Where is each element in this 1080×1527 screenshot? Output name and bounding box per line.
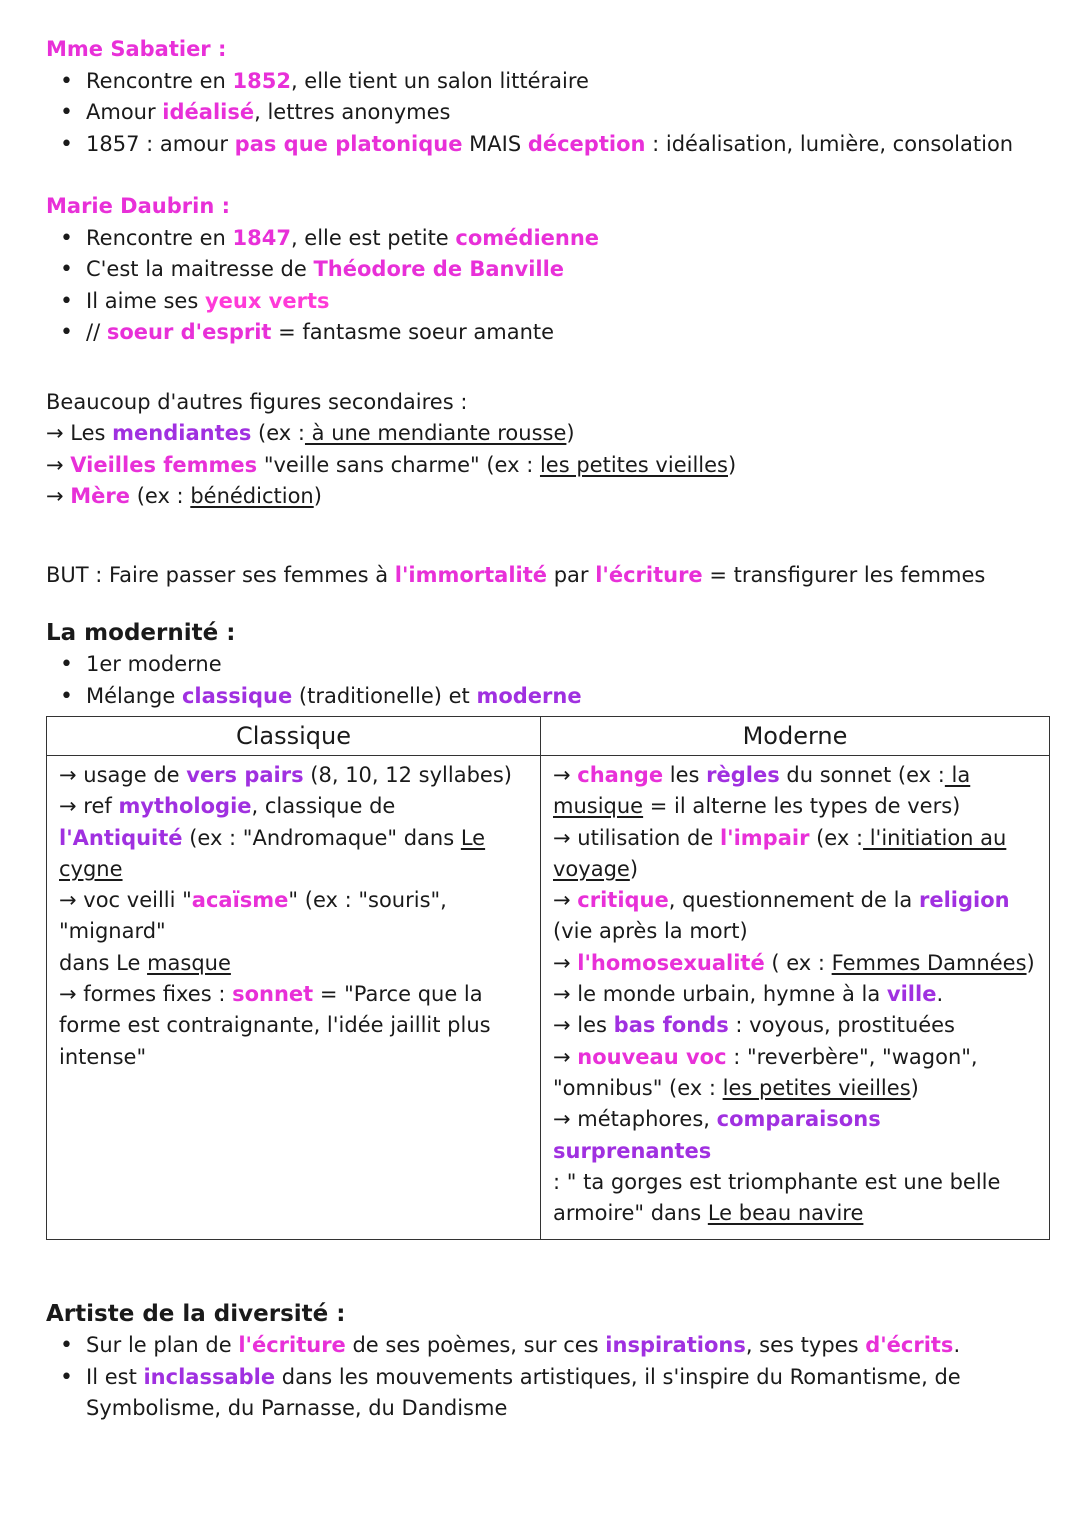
text: → [553,950,578,975]
text: , elle tient un salon littéraire [290,68,589,93]
cell-line: forme est contraignante, l'idée jaillit plus [59,1013,491,1038]
text: ) [1026,950,1035,975]
cell-line [553,760,1039,791]
text: , ses types [745,1333,866,1358]
sabatier-list [46,66,1050,161]
text: → [46,484,71,508]
text: → ref [59,794,119,819]
highlight: règles [706,763,780,787]
text: armoire" dans [553,1201,708,1226]
highlight: moderne [476,683,582,708]
highlight: 1852 [232,68,291,93]
poem-title: Femmes Damnées [831,950,1027,975]
text: du sonnet (ex : [779,763,945,787]
cell-line [553,1198,1039,1229]
text: → métaphores, [553,1107,717,1132]
highlight: mythologie [118,794,252,819]
cell-line [59,885,530,948]
secondaires-line [46,418,1050,450]
highlight: vers pairs [186,763,304,787]
comparison-table [46,716,1050,1240]
text: Il aime ses [86,288,205,313]
poem-title: à une mendiante rousse [304,421,567,445]
cell-line [59,760,530,791]
highlight: classique [181,683,293,708]
cell-line [553,979,1039,1010]
text: , elle est petite [290,225,456,250]
section-title-daubrin: Marie Daubrin : [46,194,230,218]
highlight: inspirations [605,1333,746,1358]
table-row [47,756,1050,1240]
text: . [936,982,944,1007]
highlight: déception [527,131,646,156]
cell-line [553,854,1039,885]
text: (ex : "Andromaque" dans [182,825,461,850]
text: (ex : [809,825,864,850]
poem-title: Le beau navire [707,1201,864,1226]
text: Mélange [86,683,182,708]
highlight: comédienne [455,225,600,250]
cell-classique [47,756,541,1240]
highlight: religion [918,888,1010,913]
daubrin-list [46,223,1050,349]
cell-line [553,823,1039,854]
text: ) [910,1075,919,1100]
highlight: 1847 [232,225,291,250]
highlight: Théodore de Banville [313,257,565,281]
highlight: sonnet [232,982,314,1007]
text: → usage de [59,763,187,787]
highlight: l'impair [719,825,810,850]
text: → Les [46,421,113,445]
poem-title: la [944,763,971,787]
section-title-modernite: La modernité : [46,620,236,646]
highlight: inclassable [143,1364,276,1389]
text: ) [313,484,322,508]
text: ) [566,421,575,445]
list-item [86,97,1050,129]
list-item [86,66,1050,98]
highlight: change [577,763,664,787]
cell-line [553,948,1039,979]
text: ) [629,856,639,881]
cell-line: (vie après la mort) [553,919,748,944]
text: les [663,763,707,787]
highlight: mendiantes [112,421,252,445]
cell-line: intense" [59,1044,147,1069]
highlight: ville [886,982,937,1007]
highlight: l'Antiquité [59,825,183,850]
text: ( ex : [764,950,832,975]
highlight: d'écrits [865,1333,954,1358]
list-item [86,1330,1050,1362]
highlight: l'écriture [595,562,703,587]
document-page [46,34,1050,1425]
text: (ex : [251,421,305,445]
text: (ex : [130,484,191,508]
text: Rencontre en [86,225,233,250]
highlight: bas fonds [613,1013,729,1038]
list-item [86,129,1050,161]
text: " (ex : "souris", "mignard" [59,888,447,944]
text: : idéalisation, lumière, consolation [645,131,1014,156]
highlight: l'homosexualité [577,950,765,975]
list-item: • 1er moderne [86,649,1050,681]
table-header-row [47,717,1050,756]
poem-title: bénédiction [190,484,314,508]
poem-title: les petites vieilles [722,1075,911,1100]
highlight: pas que platonique [234,131,463,156]
cell-line [553,791,1039,822]
list-item [86,286,1050,318]
cell-line [59,854,530,885]
poem-title: les petites vieilles [539,452,728,477]
list-item [86,223,1050,255]
text: → utilisation de [553,825,720,850]
text: = "Parce que la [313,982,483,1007]
text: , classique de [251,794,396,819]
text: Rencontre en [86,68,233,93]
text: Symbolisme, du Parnasse, du Dandisme [86,1396,508,1421]
text: . [953,1333,961,1358]
poem-title: masque [147,950,231,975]
text: dans Le [59,950,148,975]
highlight: comparaisons surprenantes [553,1107,881,1163]
but-statement [46,560,1050,592]
cell-line [59,979,530,1010]
highlight: nouveau voc [577,1044,727,1069]
poem-title: cygne [59,856,123,881]
list-item [86,1362,1050,1425]
text: → formes fixes : [59,982,233,1007]
highlight: l'écriture [238,1333,346,1358]
column-header-classique: Classique [47,717,541,756]
cell-line [553,1010,1039,1041]
cell-line [553,1042,1039,1073]
text: Sur le plan de [86,1333,239,1358]
text: "omnibus" (ex : [553,1075,723,1100]
section-title-diversite: Artiste de la diversité : [46,1301,346,1328]
cell-line [553,885,1039,916]
text: MAIS [462,131,528,156]
poem-title: voyage [553,856,630,881]
secondaires-line [46,450,1050,482]
poem-title: musique [553,794,644,819]
diversite-list [46,1330,1050,1425]
text: → [553,763,578,787]
text: , questionnement de la [668,888,919,913]
text: , lettres anonymes [254,100,451,124]
text: "veille sans charme" (ex : [257,452,540,477]
column-header-moderne: Moderne [541,717,1050,756]
text: = transfigurer les femmes [702,562,986,587]
text: → [46,452,71,477]
text: dans les mouvements artistiques, il s'inspire du Romantisme, de [275,1364,961,1389]
text: → les [553,1013,614,1038]
text: = il alterne les types de vers) [643,794,961,819]
list-item [86,254,1050,286]
highlight: yeux verts [204,288,330,313]
highlight: soeur d'esprit [106,320,272,344]
highlight: idéalisé [162,100,255,124]
text: (8, 10, 12 syllabes) [303,763,512,787]
text: 1857 : amour [86,131,235,156]
modernite-list [46,649,1050,712]
text: BUT : Faire passer ses femmes à [46,562,395,587]
text: (traditionelle) et [292,683,477,708]
cell-line [553,1104,1039,1167]
text: : voyous, prostituées [728,1013,955,1038]
text: // [86,320,107,344]
highlight: critique [577,888,669,913]
text: : "reverbère", "wagon", [726,1044,978,1069]
section-title-sabatier: Mme Sabatier : [46,37,227,61]
list-item [86,681,1050,713]
cell-moderne [541,756,1050,1240]
text: Il est [86,1364,144,1389]
text: de ses poèmes, sur ces [345,1333,606,1358]
cell-line [553,1073,1039,1104]
cell-line: : " ta gorges est triomphante est une belle [553,1169,1001,1194]
cell-line [59,948,530,979]
secondaires-line [46,481,1050,513]
text: = fantasme soeur amante [271,320,555,344]
secondaires-intro: Beaucoup d'autres figures secondaires : [46,389,468,414]
cell-line [59,823,530,854]
text: → le monde urbain, hymne à la [553,982,887,1007]
highlight: l'immortalité [394,562,548,587]
text: par [547,562,596,587]
poem-title: l'initiation au [863,825,1007,850]
text: → voc veilli " [59,888,192,913]
poem-title: Le [460,825,486,850]
list-item [86,317,1050,349]
text: C'est la maitresse de [86,257,314,281]
cell-line [59,791,530,822]
text: → [553,888,578,913]
highlight: Mère [70,484,131,508]
text: ) [727,452,737,477]
text: Amour [86,100,163,124]
text: → [553,1044,578,1069]
highlight: Vieilles femmes [70,452,258,477]
highlight: acaïsme [191,888,289,913]
